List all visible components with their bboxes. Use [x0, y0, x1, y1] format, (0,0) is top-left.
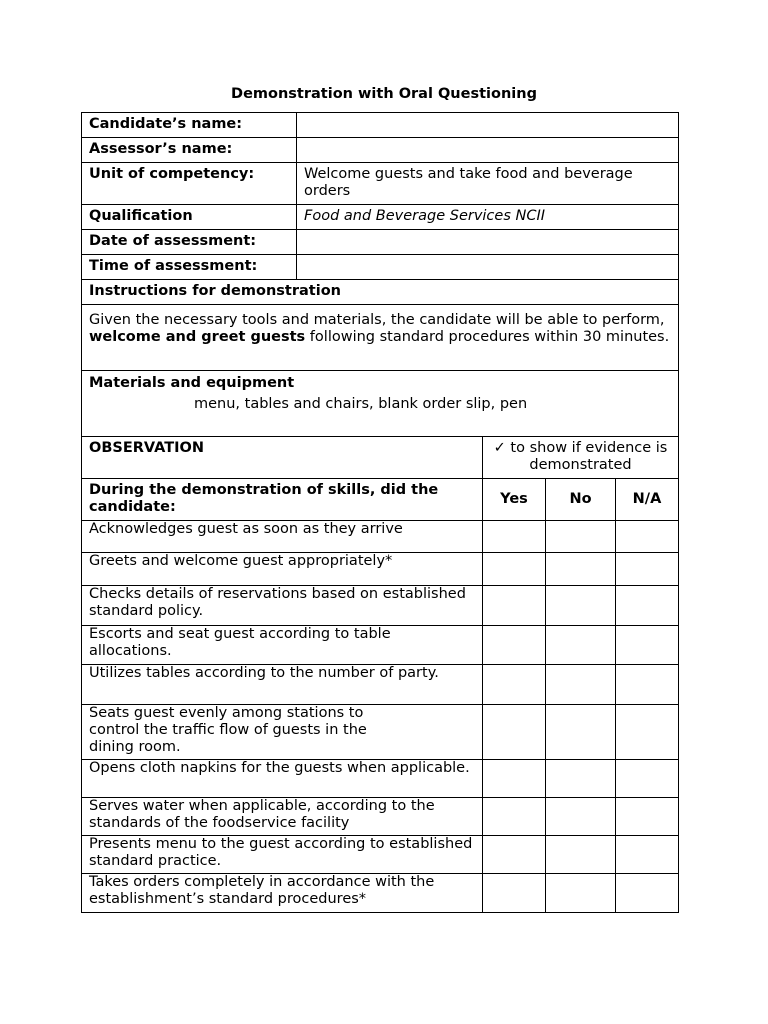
observation-item: Escorts and seat guest according to table allocations. [82, 626, 483, 665]
yes-checkbox-cell[interactable] [483, 626, 546, 665]
na-checkbox-cell[interactable] [616, 874, 679, 913]
yes-checkbox-cell[interactable] [483, 553, 546, 586]
materials-list: menu, tables and chairs, blank order slip, pen [194, 396, 528, 412]
instructions-text-before: Given the necessary tools and materials, the candidate will be able to perform, [89, 312, 665, 328]
date-of-assessment-label: Date of assessment: [82, 230, 297, 255]
na-checkbox-cell[interactable] [616, 553, 679, 586]
table-row [82, 760, 679, 798]
column-header-no: No [546, 479, 616, 521]
no-checkbox-cell[interactable] [546, 665, 616, 705]
table-row [82, 874, 679, 913]
table-row [82, 798, 679, 836]
no-checkbox-cell[interactable] [546, 586, 616, 626]
observation-item: Opens cloth napkins for the guests when applicable. [82, 760, 483, 798]
table-row [82, 626, 679, 665]
materials-heading: Materials and equipment [89, 375, 295, 391]
qualification-label: Qualification [82, 205, 297, 230]
yes-checkbox-cell[interactable] [483, 521, 546, 553]
yes-checkbox-cell[interactable] [483, 705, 546, 760]
column-header-na: N/A [616, 479, 679, 521]
na-checkbox-cell[interactable] [616, 626, 679, 665]
candidate-name-field[interactable] [297, 113, 679, 138]
na-checkbox-cell[interactable] [616, 760, 679, 798]
yes-checkbox-cell[interactable] [483, 874, 546, 913]
observation-item: Greets and welcome guest appropriately* [82, 553, 483, 586]
observation-item: Utilizes tables according to the number of party. [82, 665, 483, 705]
observation-item: Presents menu to the guest according to established standard practice. [82, 836, 483, 874]
observation-item: Seats guest evenly among stations to control the traffic flow of guests in the dining room. [82, 705, 483, 760]
unit-of-competency-label: Unit of competency: [82, 163, 297, 205]
unit-of-competency-value: Welcome guests and take food and beverage orders [297, 163, 679, 205]
instructions-text [82, 305, 679, 371]
na-checkbox-cell[interactable] [616, 798, 679, 836]
assessment-info-table [81, 112, 679, 437]
materials-cell [82, 371, 679, 437]
table-row [82, 586, 679, 626]
na-checkbox-cell[interactable] [616, 586, 679, 626]
table-row [82, 521, 679, 553]
observation-item: Checks details of reservations based on established standard policy. [82, 586, 483, 626]
observation-item: Takes orders completely in accordance with the establishment’s standard procedures* [82, 874, 483, 913]
table-row [82, 665, 679, 705]
na-checkbox-cell[interactable] [616, 836, 679, 874]
time-of-assessment-field[interactable] [297, 255, 679, 280]
candidate-name-label: Candidate’s name: [82, 113, 297, 138]
assessor-name-field[interactable] [297, 138, 679, 163]
instructions-text-after: following standard procedures within 30 minutes. [305, 329, 670, 345]
yes-checkbox-cell[interactable] [483, 760, 546, 798]
no-checkbox-cell[interactable] [546, 553, 616, 586]
yes-checkbox-cell[interactable] [483, 836, 546, 874]
observation-item: Serves water when applicable, according to the standards of the foodservice facility [82, 798, 483, 836]
time-of-assessment-label: Time of assessment: [82, 255, 297, 280]
evidence-note: ✓ to show if evidence is demonstrated [483, 437, 679, 479]
no-checkbox-cell[interactable] [546, 798, 616, 836]
page-title: Demonstration with Oral Questioning [231, 86, 537, 102]
no-checkbox-cell[interactable] [546, 836, 616, 874]
na-checkbox-cell[interactable] [616, 705, 679, 760]
assessor-name-label: Assessor’s name: [82, 138, 297, 163]
no-checkbox-cell[interactable] [546, 626, 616, 665]
yes-checkbox-cell[interactable] [483, 586, 546, 626]
no-checkbox-cell[interactable] [546, 874, 616, 913]
date-of-assessment-field[interactable] [297, 230, 679, 255]
na-checkbox-cell[interactable] [616, 521, 679, 553]
na-checkbox-cell[interactable] [616, 665, 679, 705]
yes-checkbox-cell[interactable] [483, 665, 546, 705]
no-checkbox-cell[interactable] [546, 760, 616, 798]
observation-item: Acknowledges guest as soon as they arrive [82, 521, 483, 553]
observation-table [81, 436, 679, 913]
observation-question: During the demonstration of skills, did the candidate: [82, 479, 483, 521]
yes-checkbox-cell[interactable] [483, 798, 546, 836]
observation-heading: OBSERVATION [82, 437, 483, 479]
no-checkbox-cell[interactable] [546, 521, 616, 553]
table-row [82, 836, 679, 874]
no-checkbox-cell[interactable] [546, 705, 616, 760]
table-row [82, 553, 679, 586]
table-row [82, 705, 679, 760]
qualification-value: Food and Beverage Services NCII [297, 205, 679, 230]
instructions-heading: Instructions for demonstration [82, 280, 679, 305]
instructions-text-bold: welcome and greet guests [89, 329, 306, 345]
column-header-yes: Yes [483, 479, 546, 521]
